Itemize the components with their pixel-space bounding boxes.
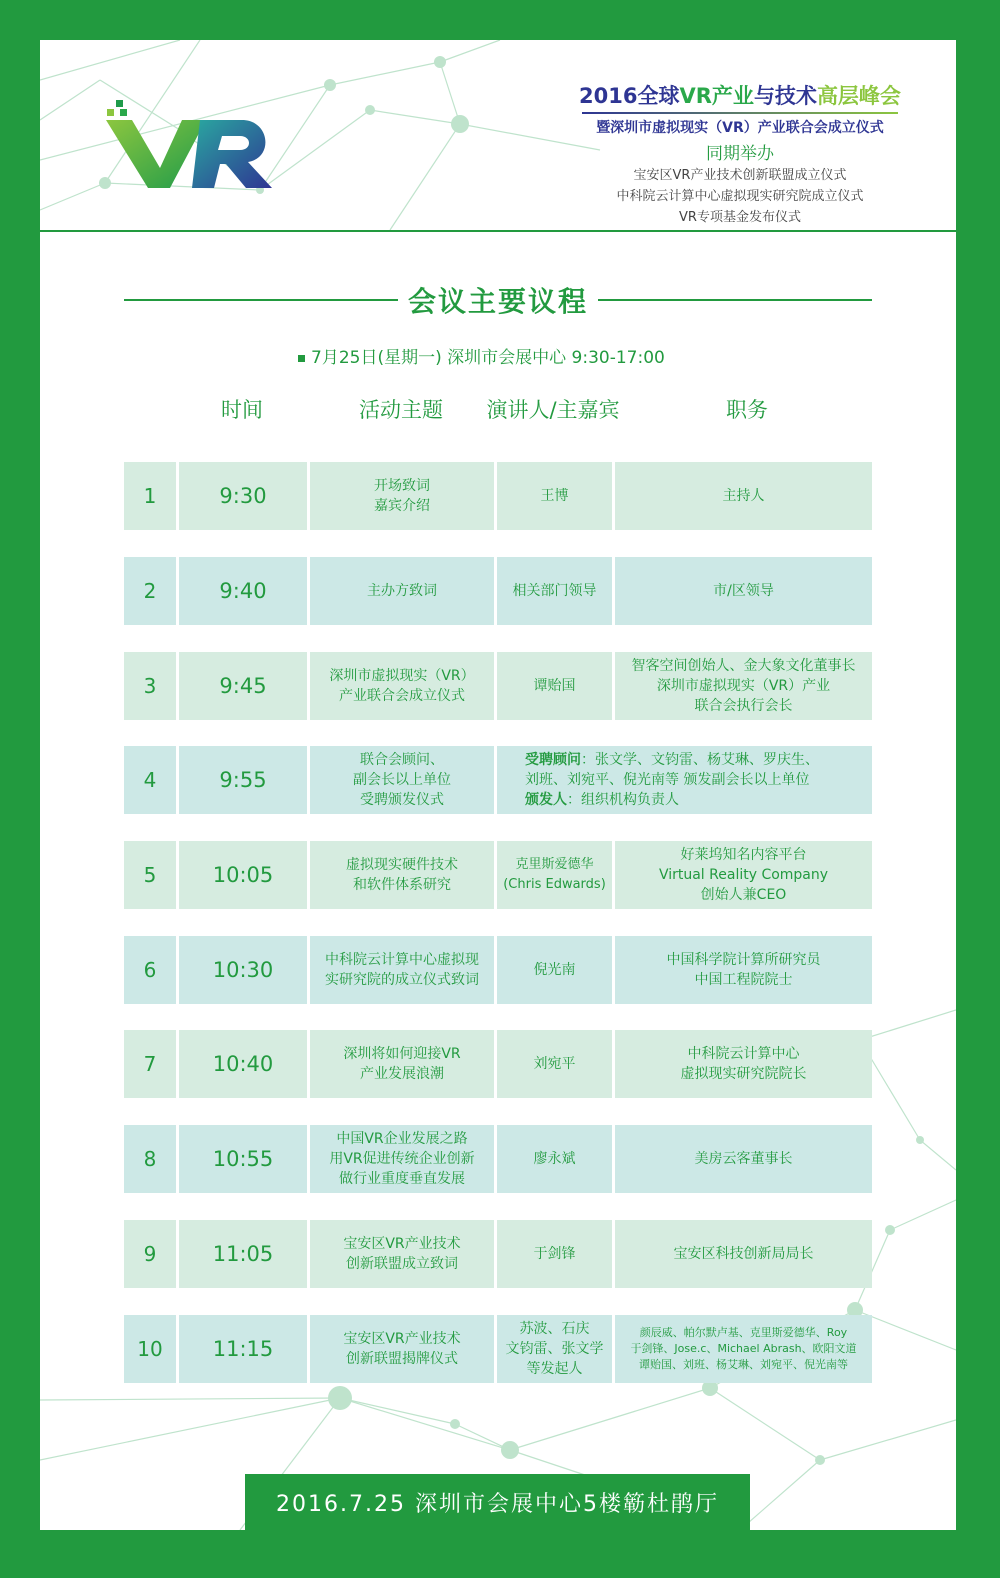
agenda-row-9 bbox=[124, 1220, 872, 1288]
row-topic: 开场致词 嘉宾介绍 bbox=[310, 462, 494, 530]
row-speaker: 廖永斌 bbox=[497, 1125, 612, 1193]
date-line-text: 7月25日(星期一) 深圳市会展中心 9:30-17:00 bbox=[311, 348, 665, 368]
agenda-title-text: 会议主要议程 bbox=[408, 285, 589, 318]
title-rule-left bbox=[124, 299, 398, 301]
row-number: 5 bbox=[124, 841, 176, 909]
agenda-row-8 bbox=[124, 1125, 872, 1193]
row-time: 9:55 bbox=[179, 746, 307, 814]
row-role: 中科院云计算中心 虚拟现实研究院院长 bbox=[615, 1030, 872, 1098]
appointee-label: 受聘顾问 bbox=[525, 752, 581, 768]
row-speaker: 刘宛平 bbox=[497, 1030, 612, 1098]
row-role: 宝安区科技创新局局长 bbox=[615, 1220, 872, 1288]
row-topic: 虚拟现实硬件技术 和软件体系研究 bbox=[310, 841, 494, 909]
row-time: 9:30 bbox=[179, 462, 307, 530]
row-appointment-details bbox=[497, 746, 872, 814]
row-role: 市/区领导 bbox=[615, 557, 872, 625]
agenda-row-5 bbox=[124, 841, 872, 909]
summit-header bbox=[520, 80, 956, 227]
row-number: 4 bbox=[124, 746, 176, 814]
row-role: 美房云客董事长 bbox=[615, 1125, 872, 1193]
row-time: 11:05 bbox=[179, 1220, 307, 1288]
row-speaker: 倪光南 bbox=[497, 936, 612, 1004]
agenda-row-4 bbox=[124, 746, 872, 814]
row-number: 6 bbox=[124, 936, 176, 1004]
row-speaker: 于剑锋 bbox=[497, 1220, 612, 1288]
row-role: 颜辰威、帕尔默卢基、克里斯爱德华、Roy 于剑锋、Jose.c、Michael Abrash、欧阳文道 谭贻国、刘班、杨艾琳、刘宛平、倪光南等 bbox=[615, 1315, 872, 1383]
row-role: 中国科学院计算所研究员 中国工程院院士 bbox=[615, 936, 872, 1004]
row-number: 9 bbox=[124, 1220, 176, 1288]
row-role: 智客空间创始人、金大象文化董事长 深圳市虚拟现实（VR）产业 联合会执行会长 bbox=[615, 652, 872, 720]
row-number: 10 bbox=[124, 1315, 176, 1383]
event-line-3: VR专项基金发布仪式 bbox=[679, 210, 801, 225]
agenda-row-2 bbox=[124, 557, 872, 625]
appointee-names: ：张文学、文钧雷、杨艾琳、罗庆生、 bbox=[581, 752, 819, 768]
row-topic: 深圳将如何迎接VR 产业发展浪潮 bbox=[310, 1030, 494, 1098]
column-header-time: 时间 bbox=[221, 398, 263, 422]
row-number: 3 bbox=[124, 652, 176, 720]
column-header-role: 职务 bbox=[726, 398, 768, 422]
column-header-speaker: 演讲人/主嘉宾 bbox=[486, 398, 620, 422]
row-speaker: 相关部门领导 bbox=[497, 557, 612, 625]
row-topic: 深圳市虚拟现实（VR） 产业联合会成立仪式 bbox=[310, 652, 494, 720]
row-topic: 中科院云计算中心虚拟现 实研究院的成立仪式致词 bbox=[310, 936, 494, 1004]
row-role: 好莱坞知名内容平台 Virtual Reality Company 创始人兼CEO bbox=[615, 841, 872, 909]
row-time: 11:15 bbox=[179, 1315, 307, 1383]
event-line-2: 中科院云计算中心虚拟现实研究院成立仪式 bbox=[616, 189, 864, 204]
row-time: 10:30 bbox=[179, 936, 307, 1004]
summit-title: 2016全球VR产业与技术高层峰会 bbox=[579, 84, 901, 108]
sync-label: 同期举办 bbox=[706, 144, 774, 164]
presenter-text: ：组织机构负责人 bbox=[567, 792, 679, 808]
row-topic: 主办方致词 bbox=[310, 557, 494, 625]
agenda-row-10 bbox=[124, 1315, 872, 1383]
row-role: 主持人 bbox=[615, 462, 872, 530]
presenter-label: 颁发人 bbox=[525, 792, 567, 808]
date-line bbox=[298, 343, 665, 368]
vr-logo bbox=[102, 96, 278, 192]
row-time: 9:45 bbox=[179, 652, 307, 720]
poster-card bbox=[40, 40, 956, 1530]
row-number: 2 bbox=[124, 557, 176, 625]
column-header-topic: 活动主题 bbox=[359, 398, 443, 422]
row-time: 10:55 bbox=[179, 1125, 307, 1193]
title-rule-right bbox=[598, 299, 872, 301]
row-speaker: 王博 bbox=[497, 462, 612, 530]
agenda-row-1 bbox=[124, 462, 872, 530]
row-number: 7 bbox=[124, 1030, 176, 1098]
row-number: 8 bbox=[124, 1125, 176, 1193]
bullet-square bbox=[298, 355, 305, 362]
agenda-row-6 bbox=[124, 936, 872, 1004]
summit-subtitle: 暨深圳市虚拟现实（VR）产业联合会成立仪式 bbox=[596, 120, 884, 136]
venue-footer: 2016.7.25 深圳市会展中心5楼簕杜鹃厅 bbox=[245, 1474, 750, 1530]
header-divider bbox=[40, 230, 956, 232]
row-topic: 联合会顾问、 副会长以上单位 受聘颁发仪式 bbox=[310, 746, 494, 814]
row-time: 10:05 bbox=[179, 841, 307, 909]
row-topic: 宝安区VR产业技术 创新联盟揭牌仪式 bbox=[310, 1315, 494, 1383]
event-line-1: 宝安区VR产业技术创新联盟成立仪式 bbox=[633, 168, 847, 183]
row-number: 1 bbox=[124, 462, 176, 530]
title-underline bbox=[582, 112, 898, 114]
row-speaker: 谭贻国 bbox=[497, 652, 612, 720]
row-time: 9:40 bbox=[179, 557, 307, 625]
row-speaker: 克里斯爱德华 (Chris Edwards) bbox=[497, 841, 612, 909]
agenda-row-3 bbox=[124, 652, 872, 720]
appointee-names-cont: 刘班、刘宛平、倪光南等 颁发副会长以上单位 bbox=[525, 772, 810, 788]
row-topic: 中国VR企业发展之路 用VR促进传统企业创新 做行业重度垂直发展 bbox=[310, 1125, 494, 1193]
row-speaker: 苏波、石庆 文钧雷、张文学 等发起人 bbox=[497, 1315, 612, 1383]
row-topic: 宝安区VR产业技术 创新联盟成立致词 bbox=[310, 1220, 494, 1288]
row-time: 10:40 bbox=[179, 1030, 307, 1098]
agenda-row-7 bbox=[124, 1030, 872, 1098]
agenda-title bbox=[124, 280, 872, 320]
